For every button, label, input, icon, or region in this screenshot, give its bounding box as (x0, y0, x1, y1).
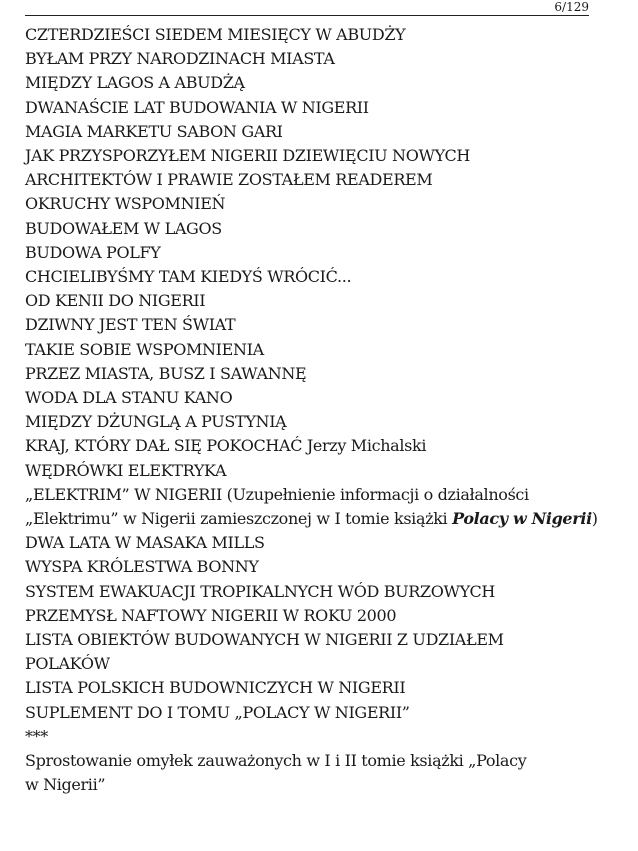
toc-entry[interactable]: WĘDRÓWKI ELEKTRYKA (25, 460, 227, 480)
toc-entry[interactable]: DWA LATA W MASAKA MILLS (25, 533, 265, 553)
toc-entry[interactable]: MIĘDZY LAGOS A ABUDŻĄ (25, 73, 245, 93)
toc-entry[interactable]: JAK PRZYSPORZYŁEM NIGERII DZIEWIĘCIU NOWYCH (25, 146, 470, 166)
toc-entry[interactable]: PRZEMYSŁ NAFTOWY NIGERII W ROKU 2000 (25, 605, 397, 625)
book-title-emphasis: Polacy w Nigerii (452, 509, 592, 529)
toc-entry[interactable]: SUPLEMENT DO I TOMU „POLACY W NIGERII” (25, 702, 410, 722)
toc-entry[interactable]: WODA DLA STANU KANO (25, 388, 233, 408)
toc-entry[interactable]: DZIWNY JEST TEN ŚWIAT (25, 315, 236, 335)
toc-entry-continuation[interactable]: POLAKÓW (25, 654, 110, 674)
toc-entry[interactable]: BUDOWA POLFY (25, 242, 161, 262)
toc-entry[interactable]: LISTA OBIEKTÓW BUDOWANYCH W NIGERII Z UDZIAŁEM (25, 630, 504, 650)
toc-entry[interactable]: MIĘDZY DŻUNGLĄ A PUSTYNIĄ (25, 412, 287, 432)
toc-entry-continuation[interactable]: w Nigerii” (25, 775, 106, 795)
toc-entry-text: „ELEKTRIM” W NIGERII (Uzupełnienie informacji o działalności „Elektrimu” w Nigerii zamieszczonej w I tomie książki (25, 484, 529, 529)
toc-entry[interactable]: WYSPA KRÓLESTWA BONNY (25, 557, 259, 577)
toc-entry[interactable]: CZTERDZIEŚCI SIEDEM MIESIĘCY W ABUDŻY (25, 25, 406, 44)
toc-entry[interactable]: PRZEZ MIASTA, BUSZ I SAWANNĘ (25, 363, 307, 383)
toc-entry[interactable]: DWANAŚCIE LAT BUDOWANIA W NIGERII (25, 97, 369, 117)
toc-entry[interactable]: TAKIE SOBIE WSPOMNIENIA (25, 339, 264, 359)
toc-entry[interactable]: KRAJ, KTÓRY DAŁ SIĘ POKOCHAĆ Jerzy Michalski (25, 436, 427, 456)
toc-entry[interactable]: OD KENII DO NIGERII (25, 291, 206, 311)
table-of-contents (25, 23, 610, 798)
toc-entry[interactable]: CHCIELIBYŚMY TAM KIEDYŚ WRÓCIĆ... (25, 267, 352, 287)
page-number: 6/129 (554, 0, 589, 14)
toc-entry-close-paren: ) (591, 509, 598, 529)
toc-entry-elektrim[interactable] (25, 483, 610, 531)
toc-entry[interactable]: OKRUCHY WSPOMNIEŃ (25, 194, 226, 214)
toc-entry[interactable]: LISTA POLSKICH BUDOWNICZYCH W NIGERII (25, 678, 406, 698)
toc-entry-continuation[interactable]: ARCHITEKTÓW I PRAWIE ZOSTAŁEM READEREM (25, 170, 433, 190)
toc-entry[interactable]: BYŁAM PRZY NARODZINACH MIASTA (25, 49, 335, 69)
toc-entry[interactable]: Sprostowanie omyłek zauważonych w I i II tomie książki „Polacy (25, 751, 527, 771)
toc-entry[interactable]: SYSTEM EWAKUACJI TROPIKALNYCH WÓD BURZOWYCH (25, 581, 496, 601)
toc-entry[interactable]: BUDOWAŁEM W LAGOS (25, 218, 222, 238)
toc-entry[interactable]: MAGIA MARKETU SABON GARI (25, 121, 283, 141)
page-header (25, 0, 589, 16)
section-separator: *** (25, 726, 48, 746)
